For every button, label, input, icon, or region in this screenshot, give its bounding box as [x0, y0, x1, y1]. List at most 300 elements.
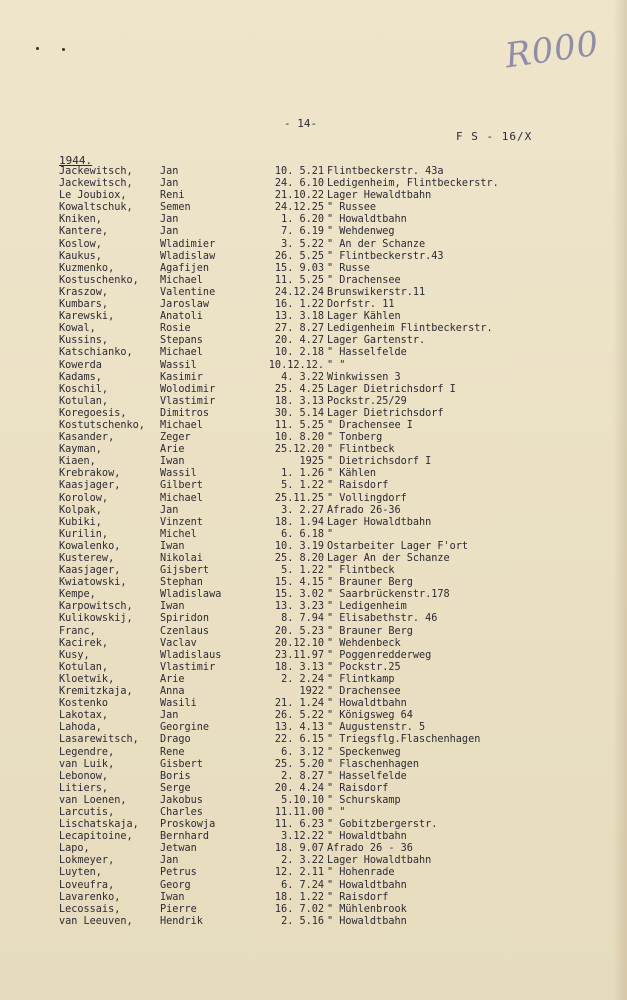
- birth-date-cell: 25.11.25: [274, 492, 324, 504]
- surname-cell: Loveufra,: [59, 879, 115, 891]
- register-row: [0, 396, 627, 408]
- first-name-cell: Gijsbert: [160, 565, 210, 577]
- birth-date-cell: 12. 2.11: [274, 867, 324, 879]
- surname-cell: Kostenko: [59, 698, 109, 710]
- surname-cell: Kempe,: [59, 589, 96, 601]
- address-cell: " Drachensee I: [327, 419, 413, 431]
- surname-cell: Kussins,: [59, 335, 109, 347]
- surname-cell: Kowalenko,: [59, 540, 121, 552]
- address-cell: Afrado 26-36: [327, 504, 401, 516]
- first-name-cell: Gilbert: [160, 480, 203, 492]
- first-name-cell: Boris: [160, 770, 191, 782]
- first-name-cell: Michael: [160, 419, 203, 431]
- register-row: [0, 226, 627, 238]
- birth-date-cell: 25. 5.20: [274, 758, 324, 770]
- register-row: [0, 795, 627, 807]
- first-name-cell: Reni: [160, 190, 185, 202]
- first-name-cell: Jan: [160, 214, 179, 226]
- surname-cell: Katschianko,: [59, 347, 133, 359]
- surname-cell: van Luik,: [59, 758, 115, 770]
- first-name-cell: Michael: [160, 492, 203, 504]
- birth-date-cell: 10.12.12.: [268, 359, 324, 371]
- first-name-cell: Wladislawa: [160, 589, 222, 601]
- surname-cell: Franc,: [59, 625, 96, 637]
- register-row: [0, 347, 627, 359]
- first-name-cell: Wassil: [160, 359, 197, 371]
- birth-date-cell: 6. 6.18: [281, 528, 324, 540]
- surname-cell: Koslow,: [59, 238, 102, 250]
- first-name-cell: Semen: [160, 202, 191, 214]
- first-name-cell: Proskowja: [160, 819, 216, 831]
- document-reference: F S - 16/X: [456, 130, 533, 143]
- register-row: [0, 480, 627, 492]
- surname-cell: Krebrakow,: [59, 468, 121, 480]
- register-row: [0, 686, 627, 698]
- address-cell: Lager Dietrichsdorf I: [327, 383, 456, 395]
- address-cell: " Howaldtbahn: [327, 698, 407, 710]
- year-heading: 1944.: [59, 154, 93, 167]
- birth-date-cell: 23.11.97: [274, 649, 324, 661]
- address-cell: Lager Dietrichsdorf: [327, 407, 444, 419]
- first-name-cell: Jan: [160, 226, 179, 238]
- address-cell: " Flintkamp: [327, 673, 395, 685]
- birth-date-cell: 16. 7.02: [274, 903, 324, 915]
- first-name-cell: Georg: [160, 879, 191, 891]
- surname-cell: Kacirek,: [59, 637, 109, 649]
- birth-date-cell: 10. 8.20: [274, 432, 324, 444]
- first-name-cell: Anatoli: [160, 311, 203, 323]
- first-name-cell: Dimitros: [160, 407, 210, 419]
- address-cell: " Wehdenbeck: [327, 637, 401, 649]
- birth-date-cell: 5. 1.22: [281, 480, 324, 492]
- birth-date-cell: 3. 5.22: [281, 238, 324, 250]
- address-cell: " ": [327, 359, 346, 371]
- register-row: [0, 734, 627, 746]
- register-row: [0, 638, 627, 650]
- surname-cell: Kremitzkaja,: [59, 686, 133, 698]
- address-cell: Lager Hewaldtbahn: [327, 190, 432, 202]
- address-cell: " Drachensee: [327, 686, 401, 698]
- address-cell: " ": [327, 806, 346, 818]
- birth-date-cell: 15. 4.15: [274, 577, 324, 589]
- register-row: [0, 759, 627, 771]
- register-row: [0, 166, 627, 178]
- register-row: [0, 613, 627, 625]
- address-cell: " Vollingdorf: [327, 492, 407, 504]
- address-cell: " Poggenredderweg: [327, 649, 432, 661]
- address-cell: " Russee: [327, 202, 377, 214]
- birth-date-cell: 20.12.10: [274, 637, 324, 649]
- birth-date-cell: 18. 3.13: [274, 661, 324, 673]
- register-row: [0, 650, 627, 662]
- register-row: [0, 517, 627, 529]
- birth-date-cell: 27. 8.27: [274, 323, 324, 335]
- address-cell: Brunswikerstr.11: [327, 286, 426, 298]
- address-cell: " Flintbeck: [327, 565, 395, 577]
- first-name-cell: Rene: [160, 746, 185, 758]
- first-name-cell: Iwan: [160, 601, 185, 613]
- birth-date-cell: 16. 1.22: [274, 299, 324, 311]
- surname-cell: Lahoda,: [59, 722, 102, 734]
- surname-cell: Kantere,: [59, 226, 109, 238]
- birth-date-cell: 26. 5.25: [274, 250, 324, 262]
- register-row: [0, 855, 627, 867]
- birth-date-cell: 24.12.24: [274, 286, 324, 298]
- surname-cell: Kuzmenko,: [59, 262, 115, 274]
- birth-date-cell: 18. 9.07: [274, 843, 324, 855]
- address-cell: " Saarbrückenstr.178: [327, 589, 450, 601]
- surname-cell: Lapo,: [59, 843, 90, 855]
- birth-date-cell: 30. 5.14: [274, 407, 324, 419]
- address-cell: " Speckenweg: [327, 746, 401, 758]
- address-cell: Ledigenheim, Flintbeckerstr.: [327, 178, 499, 190]
- birth-date-cell: 10. 5.21: [274, 166, 324, 177]
- register-row: [0, 541, 627, 553]
- surname-cell: Kowal,: [59, 323, 96, 335]
- birth-date-cell: 5. 1.22: [281, 565, 324, 577]
- surname-cell: Legendre,: [59, 746, 115, 758]
- register-row: [0, 432, 627, 444]
- first-name-cell: Arie: [160, 673, 185, 685]
- surname-cell: Lecapitoine,: [59, 831, 133, 843]
- register-list: [0, 166, 627, 928]
- register-row: [0, 674, 627, 686]
- first-name-cell: Michel: [160, 528, 197, 540]
- address-cell: " Raisdorf: [327, 480, 389, 492]
- surname-cell: Koschil,: [59, 383, 109, 395]
- address-cell: Lager An der Schanze: [327, 553, 450, 564]
- birth-date-cell: 25.12.20: [274, 444, 324, 456]
- register-row: [0, 287, 627, 299]
- first-name-cell: Vinzent: [160, 516, 203, 528]
- address-cell: " Königsweg 64: [327, 710, 413, 722]
- address-cell: " An der Schanze: [327, 238, 426, 250]
- address-cell: " Brauner Berg: [327, 577, 413, 589]
- birth-date-cell: 13. 3.18: [274, 311, 324, 323]
- register-row: [0, 444, 627, 456]
- address-cell: " Raisdorf: [327, 891, 389, 903]
- address-cell: " Drachensee: [327, 274, 401, 286]
- birth-date-cell: 18. 1.94: [274, 516, 324, 528]
- register-row: [0, 553, 627, 565]
- address-cell: " Howaldtbahn: [327, 831, 407, 843]
- birth-date-cell: 4. 3.22: [281, 371, 324, 383]
- surname-cell: Kurilin,: [59, 528, 109, 540]
- address-cell: " Dietrichsdorf I: [327, 456, 432, 468]
- surname-cell: Kwiatowski,: [59, 577, 127, 589]
- register-row: [0, 360, 627, 372]
- register-row: [0, 577, 627, 589]
- register-row: [0, 867, 627, 879]
- birth-date-cell: 18. 3.13: [274, 395, 324, 407]
- first-name-cell: Zeger: [160, 432, 191, 444]
- birth-date-cell: 21.10.22: [274, 190, 324, 202]
- birth-date-cell: 11. 6.23: [274, 819, 324, 831]
- surname-cell: Kaasjager,: [59, 480, 121, 492]
- first-name-cell: Michael: [160, 347, 203, 359]
- first-name-cell: Nikolai: [160, 553, 203, 564]
- page-number: - 14-: [284, 117, 318, 130]
- birth-date-cell: 13. 3.23: [274, 601, 324, 613]
- address-cell: Lager Howaldtbahn: [327, 855, 432, 867]
- surname-cell: Lischatskaja,: [59, 819, 139, 831]
- register-row: [0, 589, 627, 601]
- address-cell: " Pockstr.25: [327, 661, 401, 673]
- first-name-cell: Wasili: [160, 698, 197, 710]
- register-row: [0, 202, 627, 214]
- register-row: [0, 529, 627, 541]
- address-cell: " Wehdenweg: [327, 226, 395, 238]
- surname-cell: Kotulan,: [59, 661, 109, 673]
- first-name-cell: Jan: [160, 178, 179, 190]
- surname-cell: Litiers,: [59, 782, 109, 794]
- first-name-cell: Czenlaus: [160, 625, 210, 637]
- surname-cell: Kubiki,: [59, 516, 102, 528]
- first-name-cell: Jetwan: [160, 843, 197, 855]
- register-row: [0, 323, 627, 335]
- surname-cell: Lokmeyer,: [59, 855, 115, 867]
- punch-dot: [62, 48, 65, 51]
- first-name-cell: Michael: [160, 274, 203, 286]
- surname-cell: Kloetwik,: [59, 673, 115, 685]
- address-cell: " Mühlenbrook: [327, 903, 407, 915]
- register-row: [0, 722, 627, 734]
- surname-cell: Kulikowskij,: [59, 613, 133, 625]
- address-cell: " Triegsflg.Flaschenhagen: [327, 734, 481, 746]
- surname-cell: Lecossais,: [59, 903, 121, 915]
- address-cell: " Russe: [327, 262, 370, 274]
- birth-date-cell: 2. 8.27: [281, 770, 324, 782]
- address-cell: " Tonberg: [327, 432, 383, 444]
- register-row: [0, 275, 627, 287]
- surname-cell: Karpowitsch,: [59, 601, 133, 613]
- birth-date-cell: 15. 3.02: [274, 589, 324, 601]
- surname-cell: Larcutis,: [59, 806, 115, 818]
- register-row: [0, 408, 627, 420]
- register-row: [0, 565, 627, 577]
- birth-date-cell: 8. 7.94: [281, 613, 324, 625]
- first-name-cell: Wolodimir: [160, 383, 216, 395]
- surname-cell: Kusy,: [59, 649, 90, 661]
- register-row: [0, 783, 627, 795]
- surname-cell: Koregoesis,: [59, 407, 127, 419]
- first-name-cell: Georgine: [160, 722, 210, 734]
- register-row: [0, 335, 627, 347]
- birth-date-cell: 25. 4.25: [274, 383, 324, 395]
- register-row: [0, 384, 627, 396]
- surname-cell: Korolow,: [59, 492, 109, 504]
- birth-date-cell: 26. 5.22: [274, 710, 324, 722]
- birth-date-cell: 13. 4.13: [274, 722, 324, 734]
- first-name-cell: Stepans: [160, 335, 203, 347]
- birth-date-cell: 1. 6.20: [281, 214, 324, 226]
- first-name-cell: Stephan: [160, 577, 203, 589]
- register-row: [0, 747, 627, 759]
- address-cell: " Flintbeck: [327, 444, 395, 456]
- address-cell: " Flaschenhagen: [327, 758, 420, 770]
- first-name-cell: Bernhard: [160, 831, 210, 843]
- address-cell: " Flintbeckerstr.43: [327, 250, 444, 262]
- first-name-cell: Jan: [160, 855, 179, 867]
- birth-date-cell: 18. 1.22: [274, 891, 324, 903]
- surname-cell: Kowaltschuk,: [59, 202, 133, 214]
- birth-date-cell: 10. 2.18: [274, 347, 324, 359]
- register-row: [0, 819, 627, 831]
- register-row: [0, 662, 627, 674]
- surname-cell: Kolpak,: [59, 504, 102, 516]
- register-row: [0, 892, 627, 904]
- birth-date-cell: 22. 6.15: [274, 734, 324, 746]
- address-cell: " Hasselfelde: [327, 770, 407, 782]
- register-row: [0, 311, 627, 323]
- surname-cell: van Loenen,: [59, 794, 127, 806]
- address-cell: Lager Gartenstr.: [327, 335, 426, 347]
- birth-date-cell: 11. 5.25: [274, 274, 324, 286]
- register-row: [0, 698, 627, 710]
- first-name-cell: Spiridon: [160, 613, 210, 625]
- first-name-cell: Wladimier: [160, 238, 216, 250]
- register-row: [0, 214, 627, 226]
- address-cell: Pockstr.25/29: [327, 395, 407, 407]
- first-name-cell: Valentine: [160, 286, 216, 298]
- register-row: [0, 299, 627, 311]
- register-row: [0, 251, 627, 263]
- register-row: [0, 880, 627, 892]
- first-name-cell: Kasimir: [160, 371, 203, 383]
- birth-date-cell: 3.12.22: [281, 831, 324, 843]
- surname-cell: Lebonow,: [59, 770, 109, 782]
- register-row: [0, 493, 627, 505]
- first-name-cell: Rosie: [160, 323, 191, 335]
- surname-cell: Lakotax,: [59, 710, 109, 722]
- address-cell: Lager Kählen: [327, 311, 401, 323]
- register-row: [0, 601, 627, 613]
- register-row: [0, 239, 627, 251]
- birth-date-cell: 6. 7.24: [281, 879, 324, 891]
- first-name-cell: Jan: [160, 166, 179, 177]
- address-cell: " Brauner Berg: [327, 625, 413, 637]
- register-row: [0, 626, 627, 638]
- surname-cell: Lavarenko,: [59, 891, 121, 903]
- address-cell: " Howaldtbahn: [327, 879, 407, 891]
- birth-date-cell: 20. 4.24: [274, 782, 324, 794]
- surname-cell: Kowerda: [59, 359, 102, 371]
- birth-date-cell: 24.12.25: [274, 202, 324, 214]
- register-row: [0, 263, 627, 275]
- punch-dot: [36, 47, 39, 50]
- first-name-cell: Wladislaw: [160, 250, 216, 262]
- first-name-cell: Hendrik: [160, 915, 203, 927]
- surname-cell: Kusterew,: [59, 553, 115, 564]
- birth-date-cell: 20. 4.27: [274, 335, 324, 347]
- surname-cell: Jackewitsch,: [59, 178, 133, 190]
- birth-date-cell: 2. 3.22: [281, 855, 324, 867]
- first-name-cell: Agafijen: [160, 262, 210, 274]
- surname-cell: Lasarewitsch,: [59, 734, 139, 746]
- birth-date-cell: 11.11.00: [274, 806, 324, 818]
- birth-date-cell: 1925: [299, 456, 324, 468]
- surname-cell: Kniken,: [59, 214, 102, 226]
- register-row: [0, 916, 627, 928]
- surname-cell: Luyten,: [59, 867, 102, 879]
- birth-date-cell: 3. 2.27: [281, 504, 324, 516]
- surname-cell: Kostutschenko,: [59, 419, 145, 431]
- register-row: [0, 843, 627, 855]
- birth-date-cell: 10. 3.19: [274, 540, 324, 552]
- address-cell: Ledigenheim Flintbeckerstr.: [327, 323, 493, 335]
- first-name-cell: Charles: [160, 806, 203, 818]
- address-cell: " Raisdorf: [327, 782, 389, 794]
- address-cell: " Howaldtbahn: [327, 915, 407, 927]
- birth-date-cell: 21. 1.24: [274, 698, 324, 710]
- first-name-cell: Wladislaus: [160, 649, 222, 661]
- surname-cell: Kaasjager,: [59, 565, 121, 577]
- register-row: [0, 420, 627, 432]
- surname-cell: Le Joubiox,: [59, 190, 127, 202]
- register-row: [0, 178, 627, 190]
- first-name-cell: Serge: [160, 782, 191, 794]
- birth-date-cell: 25. 8.20: [274, 553, 324, 564]
- register-row: [0, 372, 627, 384]
- first-name-cell: Drago: [160, 734, 191, 746]
- birth-date-cell: 15. 9.03: [274, 262, 324, 274]
- address-cell: Flintbeckerstr. 43a: [327, 166, 444, 177]
- first-name-cell: Jakobus: [160, 794, 203, 806]
- address-cell: " Hohenrade: [327, 867, 395, 879]
- first-name-cell: Jan: [160, 710, 179, 722]
- register-row: [0, 710, 627, 722]
- surname-cell: Kraszow,: [59, 286, 109, 298]
- first-name-cell: Vaclav: [160, 637, 197, 649]
- surname-cell: Jackewitsch,: [59, 166, 133, 177]
- first-name-cell: Vlastimir: [160, 661, 216, 673]
- birth-date-cell: 24. 6.10: [274, 178, 324, 190]
- address-cell: " Hasselfelde: [327, 347, 407, 359]
- first-name-cell: Arie: [160, 444, 185, 456]
- first-name-cell: Iwan: [160, 456, 185, 468]
- address-cell: Winkwissen 3: [327, 371, 401, 383]
- register-row: [0, 771, 627, 783]
- first-name-cell: Wassil: [160, 468, 197, 480]
- surname-cell: Kotulan,: [59, 395, 109, 407]
- surname-cell: Kostuschenko,: [59, 274, 139, 286]
- first-name-cell: Petrus: [160, 867, 197, 879]
- register-row: [0, 456, 627, 468]
- register-row: [0, 904, 627, 916]
- register-row: [0, 190, 627, 202]
- birth-date-cell: 1. 1.26: [281, 468, 324, 480]
- address-cell: " Schurskamp: [327, 794, 401, 806]
- address-cell: " Howaldtbahn: [327, 214, 407, 226]
- address-cell: Dorfstr. 11: [327, 299, 395, 311]
- address-cell: Ostarbeiter Lager F'ort: [327, 540, 469, 552]
- first-name-cell: Gisbert: [160, 758, 203, 770]
- birth-date-cell: 20. 5.23: [274, 625, 324, 637]
- register-row: [0, 468, 627, 480]
- first-name-cell: Jan: [160, 504, 179, 516]
- first-name-cell: Vlastimir: [160, 395, 216, 407]
- birth-date-cell: 1922: [299, 686, 324, 698]
- birth-date-cell: 5.10.10: [281, 794, 324, 806]
- birth-date-cell: 7. 6.19: [281, 226, 324, 238]
- register-row: [0, 831, 627, 843]
- birth-date-cell: 11. 5.25: [274, 419, 324, 431]
- address-cell: " Gobitzbergerstr.: [327, 819, 438, 831]
- surname-cell: Kumbars,: [59, 299, 109, 311]
- surname-cell: Kiaen,: [59, 456, 96, 468]
- register-row: [0, 807, 627, 819]
- surname-cell: van Leeuven,: [59, 915, 133, 927]
